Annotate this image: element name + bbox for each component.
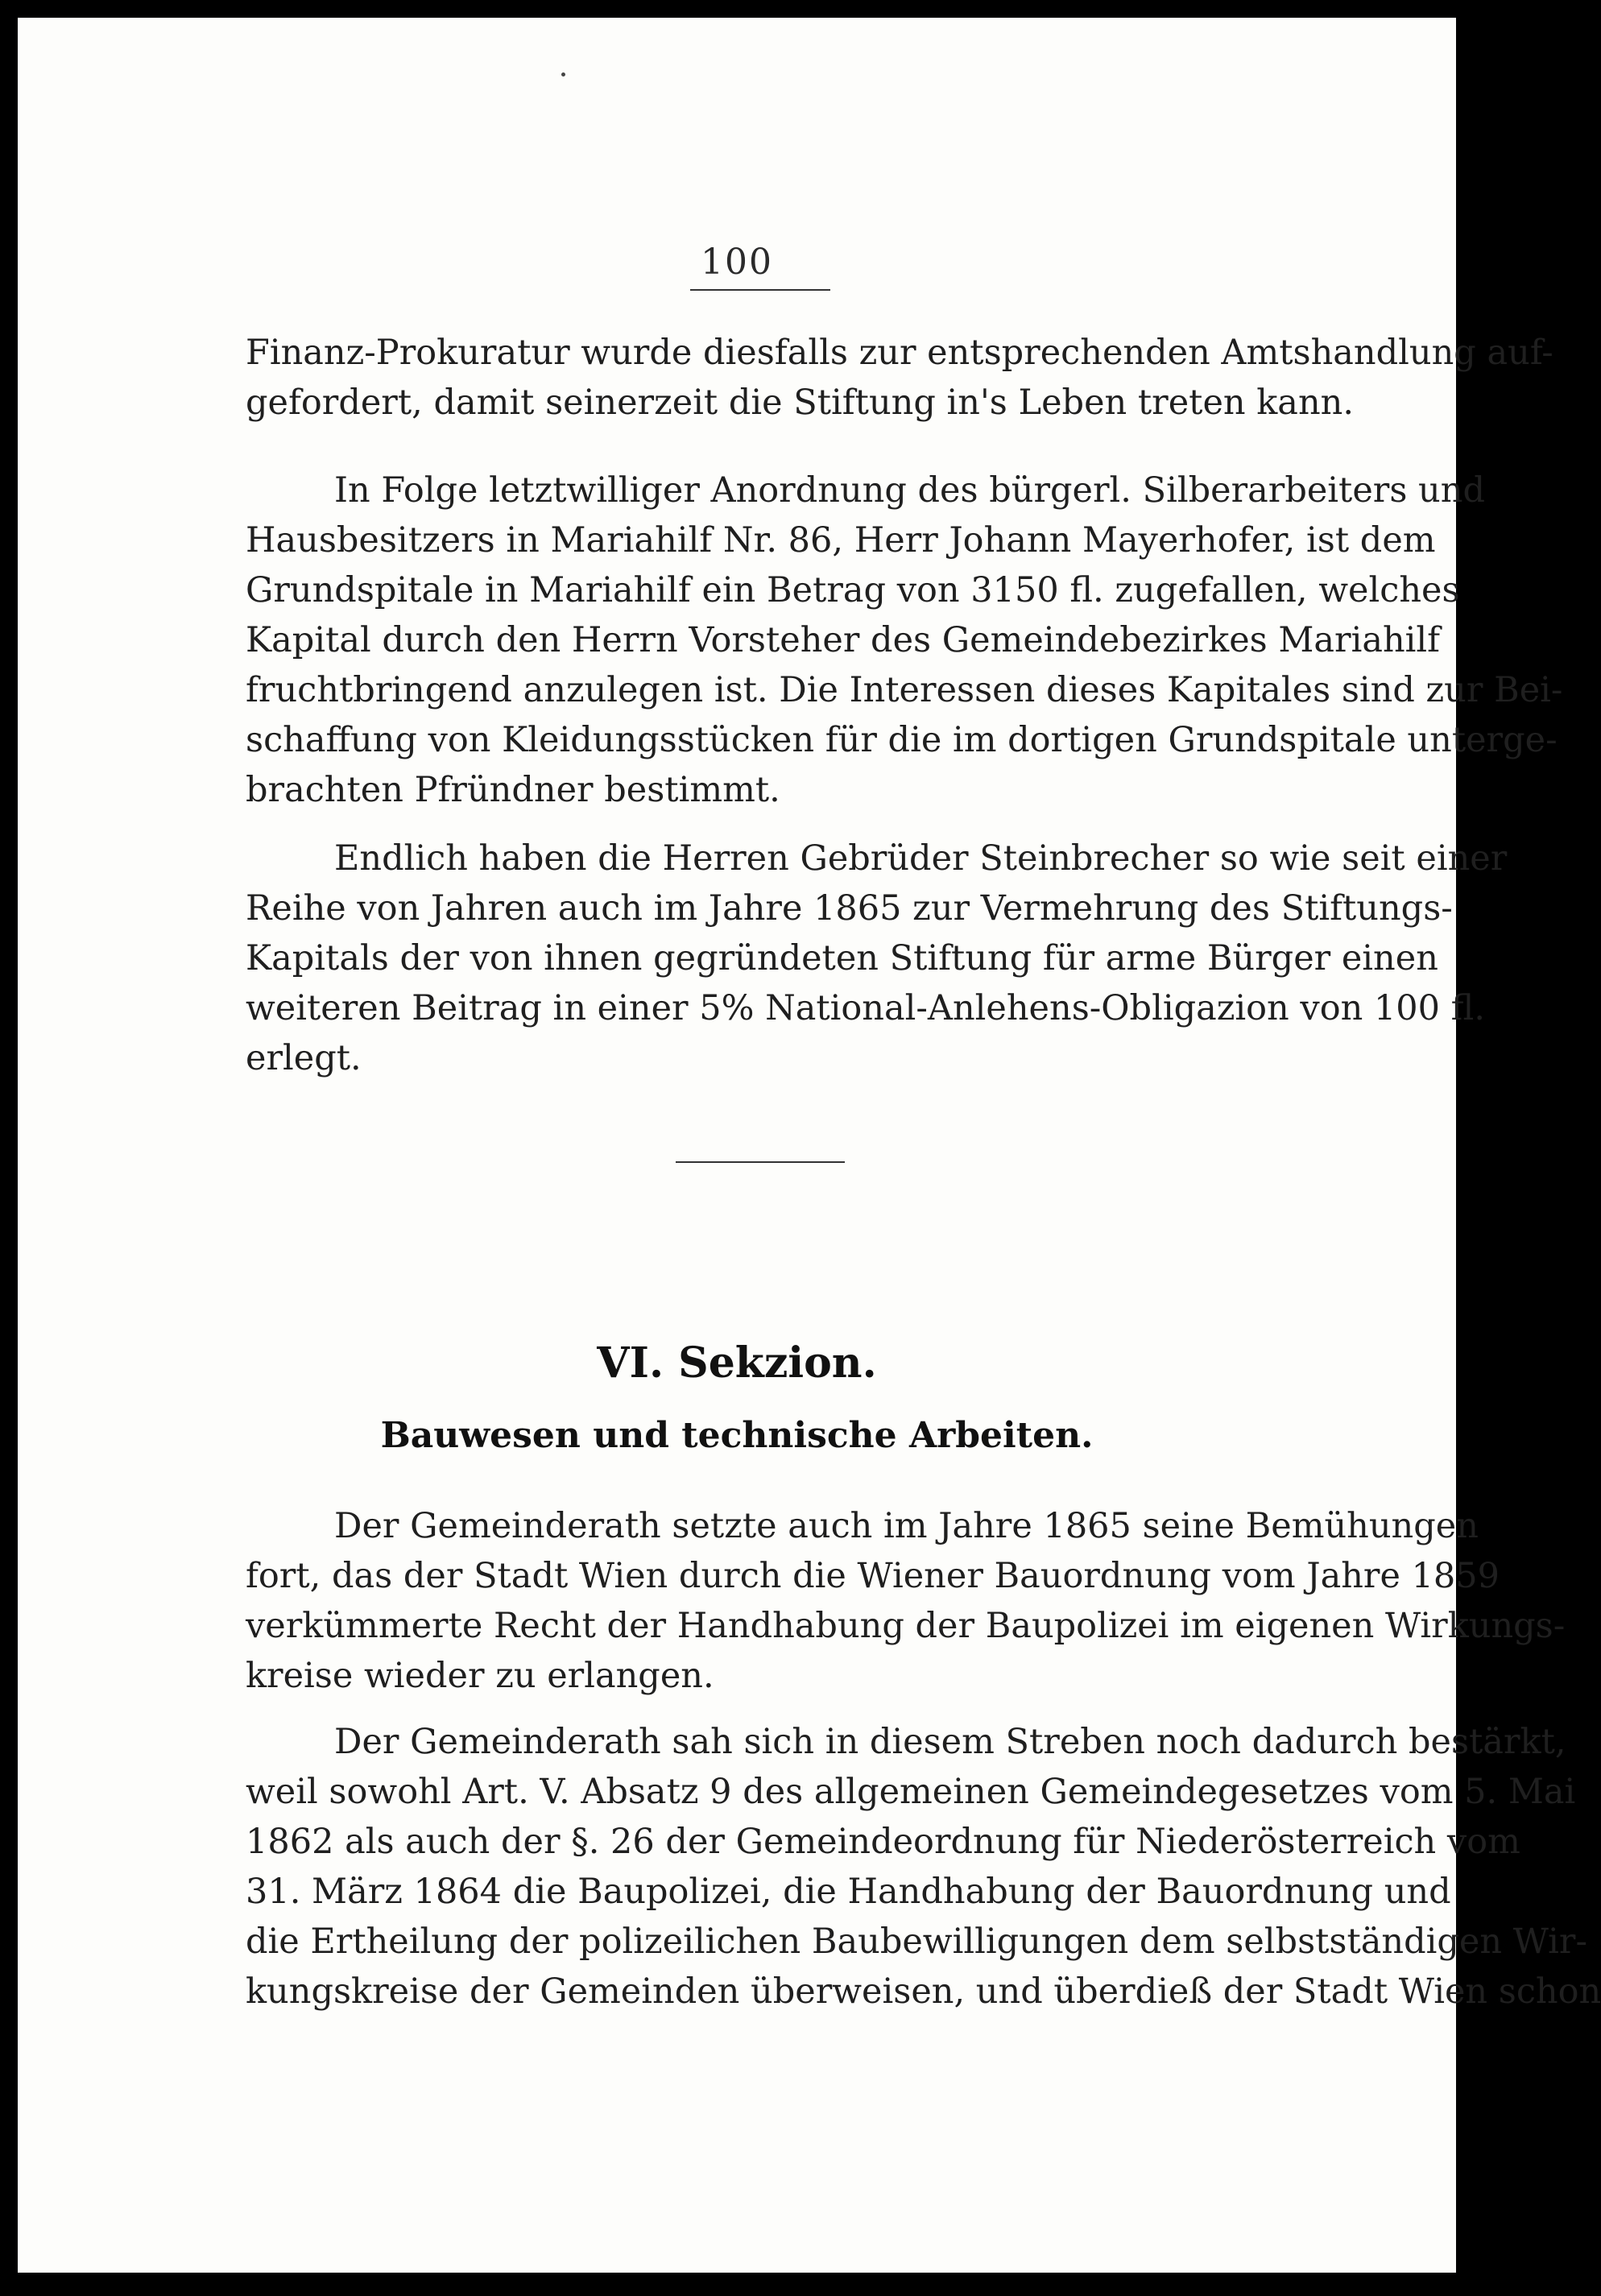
- text-line: kungskreise der Gemeinden überweisen, und überdieß der Stadt Wien schon: [246, 1971, 1601, 2012]
- text-line: Grundspitale in Mariahilf ein Betrag von 3150 fl. zugefallen, welches: [246, 570, 1460, 610]
- page-number: 100: [701, 242, 773, 283]
- text-line: die Ertheilung der polizeilichen Baubewilligungen dem selbstständigen Wir-: [246, 1922, 1587, 1962]
- text-line: 1862 als auch der §. 26 der Gemeindeordnung für Niederösterreich vom: [246, 1822, 1520, 1862]
- text-line: verkümmerte Recht der Handhabung der Baupolizei im eigenen Wirkungs-: [246, 1606, 1566, 1646]
- text-line: Reihe von Jahren auch im Jahre 1865 zur Vermehrung des Stiftungs-: [246, 888, 1453, 929]
- text-line: gefordert, damit seinerzeit die Stiftung in's Leben treten kann.: [246, 383, 1354, 423]
- section-divider: [676, 1161, 845, 1163]
- text-line: 31. März 1864 die Baupolizei, die Handhabung der Bauordnung und: [246, 1872, 1451, 1912]
- document-page: [18, 18, 1601, 2273]
- text-line: Kapital durch den Herrn Vorsteher des Gemeindebezirkes Mariahilf: [246, 620, 1441, 660]
- paragraph-2: [246, 465, 1563, 815]
- section-subtitle: Bauwesen und technische Arbeiten.: [380, 1415, 1094, 1456]
- text-line: Hausbesitzers in Mariahilf Nr. 86, Herr Johann Mayerhofer, ist dem: [246, 520, 1436, 561]
- text-line: brachten Pfründner bestimmt.: [246, 770, 780, 810]
- ink-speck: [561, 72, 565, 77]
- text-line: Der Gemeinderath setzte auch im Jahre 1865 seine Bemühungen: [334, 1506, 1479, 1546]
- text-line: In Folge letztwilliger Anordnung des bürgerl. Silberarbeiters und: [334, 470, 1485, 511]
- text-line: weiteren Beitrag in einer 5% National-Anlehens-Obligazion von 100 fl.: [246, 988, 1486, 1028]
- paragraph-4: [246, 1501, 1566, 1701]
- text-line: schaffung von Kleidungsstücken für die im dortigen Grundspitale unterge-: [246, 720, 1558, 760]
- text-line: Endlich haben die Herren Gebrüder Steinbrecher so wie seit einer: [334, 838, 1508, 879]
- paragraph-5: [246, 1717, 1601, 2017]
- text-line: Kapitals der von ihnen gegründeten Stiftung für arme Bürger einen: [246, 938, 1438, 978]
- page-number-rule: [690, 289, 830, 291]
- text-line: erlegt.: [246, 1038, 362, 1078]
- text-line: fort, das der Stadt Wien durch die Wiener Bauordnung vom Jahre 1859: [246, 1556, 1500, 1596]
- text-line: Der Gemeinderath sah sich in diesem Streben noch dadurch bestärkt,: [334, 1722, 1566, 1762]
- text-line: fruchtbringend anzulegen ist. Die Interessen dieses Kapitales sind zur Bei-: [246, 670, 1563, 710]
- text-line: kreise wieder zu erlangen.: [246, 1656, 714, 1696]
- paragraph-3: [246, 834, 1508, 1083]
- paragraph-1: [246, 328, 1553, 428]
- text-line: Finanz-Prokuratur wurde diesfalls zur entsprechenden Amtshandlung auf-: [246, 333, 1553, 373]
- section-title: VI. Sekzion.: [597, 1338, 877, 1388]
- text-line: weil sowohl Art. V. Absatz 9 des allgemeinen Gemeindegesetzes vom 5. Mai: [246, 1772, 1576, 1812]
